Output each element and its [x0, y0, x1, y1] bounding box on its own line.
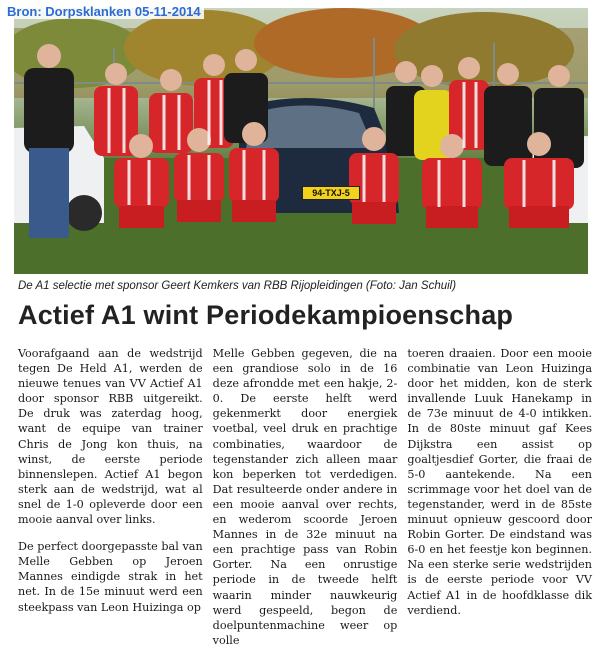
- license-plate: 94-TXJ-5: [302, 186, 360, 200]
- team-photo: [14, 8, 588, 274]
- source-label: Bron: Dorpsklanken 05-11-2014: [4, 4, 204, 19]
- article-paragraph: De perfect doorgepasste bal van Melle Gebben op Jeroen Mannes eindigde strak in het net. In de 15e minuut werd een steekpass van Leon Huizinga op: [18, 540, 203, 614]
- photo-caption: De A1 selectie met sponsor Geert Kemkers van RBB Rijopleidingen (Foto: Jan Schuil): [18, 280, 457, 292]
- article-paragraph: Melle Gebben gegeven, die na een grandiose solo in de 16 deze afrondde met een hakje, 2-0. De eerste helft werd gekenmerkt door energiek voetbal, veel druk en prachtige combinaties, waardoor de tegenstander zich alleen maar kon beperken tot verdedigen. Dat resulteerde onder andere in een mooie aanval over rechts, en wederom scoorde Jeroen Mannes in de 32e minuut na een prachtige pass van Robin Gorter. Na een onrustige periode in de tweede helft waarin minder nauwkeurig werd gespeeld, begon de doelpuntenmachine weer op volle: [212, 347, 398, 647]
- article-column-3: [407, 346, 592, 660]
- article-paragraph: Voorafgaand aan de wedstrijd tegen De Held A1, werden de nieuwe tenues van VV Actief A1 door sponsor RBB uitgereikt. De druk was zaterdag hoog, want de equipe van trainer Chris de Jong kon thuis, na winst, de eerste periode binnenslepen. Actief A1 begon sterk aan de wedstrijd, wat al snel de 1-0 opleverde door een mooie aanval over links.: [18, 347, 203, 527]
- article-headline: Actief A1 wint Periodekampioenschap: [18, 300, 514, 330]
- article-paragraph: toeren draaien. Door een mooie combinatie van Leon Huizinga door het midden, kon de sterk invallende Luuk Hanekamp in de 73e minuut de 4-0 intikken. In de 80ste minuut gaf Kees Dijkstra een assist op goaltjesdief Gorter, die fraai de 5-0 aantekende. Na een scrimmage voor het doel van de tegenstander, werd in de 85ste minuut opnieuw gescoord door Robin Gorter. De eindstand was 6-0 en het feestje kon beginnen. Na een sterke serie wedstrijden is de eerste periode voor VV Actief A1 in de hoofdklasse dik verdiend.: [407, 347, 593, 617]
- article-column-1: [18, 346, 203, 660]
- article-column-2: [213, 346, 398, 660]
- article-body: [18, 346, 592, 660]
- team-photo-illustration: [14, 8, 588, 274]
